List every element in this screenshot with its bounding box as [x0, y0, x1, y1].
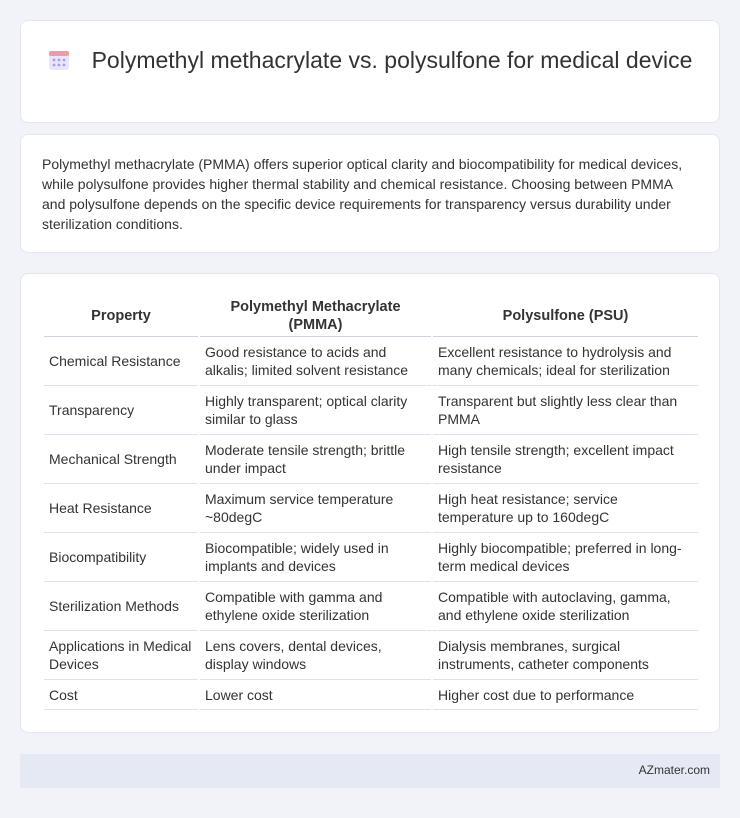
table-row [44, 680, 698, 710]
table-row [44, 337, 698, 386]
footer-bar [20, 754, 720, 788]
psu-cell: Transparent but slightly less clear than PMMA [433, 386, 698, 435]
pmma-cell: Highly transparent; optical clarity similar to glass [200, 386, 431, 435]
property-cell: Sterilization Methods [44, 582, 198, 631]
page-title [21, 45, 719, 75]
property-cell: Cost [44, 680, 198, 710]
pmma-cell: Moderate tensile strength; brittle under impact [200, 435, 431, 484]
property-cell: Chemical Resistance [44, 337, 198, 386]
table-row [44, 533, 698, 582]
psu-cell: Excellent resistance to hydrolysis and many chemicals; ideal for sterilization [433, 337, 698, 386]
footer-site-name: AZmater.com [638, 763, 710, 777]
intro-card [20, 134, 720, 253]
property-cell: Applications in Medical Devices [44, 631, 198, 680]
psu-cell: High tensile strength; excellent impact resistance [433, 435, 698, 484]
property-cell: Transparency [44, 386, 198, 435]
title-card [20, 20, 720, 123]
pmma-cell: Good resistance to acids and alkalis; limited solvent resistance [200, 337, 431, 386]
psu-cell: High heat resistance; service temperature up to 160degC [433, 484, 698, 533]
property-cell: Mechanical Strength [44, 435, 198, 484]
header-pmma: Polymethyl Methacrylate (PMMA) [200, 295, 431, 337]
comparison-table [42, 295, 700, 710]
table-row [44, 582, 698, 631]
pmma-cell: Lower cost [200, 680, 431, 710]
pmma-cell: Biocompatible; widely used in implants and devices [200, 533, 431, 582]
table-row [44, 631, 698, 680]
table-row [44, 386, 698, 435]
pmma-cell: Maximum service temperature ~80degC [200, 484, 431, 533]
psu-cell: Compatible with autoclaving, gamma, and ethylene oxide sterilization [433, 582, 698, 631]
header-psu: Polysulfone (PSU) [433, 295, 698, 337]
property-cell: Heat Resistance [44, 484, 198, 533]
intro-paragraph: Polymethyl methacrylate (PMMA) offers superior optical clarity and biocompatibility for medical devices, while polysulfone provides higher thermal stability and chemical resistance. Choosing between PMMA and polysulfone depends on the specific device requirements for transparency versus durability under sterilization conditions. [42, 156, 683, 232]
page-title-text: Polymethyl methacrylate vs. polysulfone for medical device [91, 47, 693, 73]
table-header-row [44, 295, 698, 337]
psu-cell: Dialysis membranes, surgical instruments, catheter components [433, 631, 698, 680]
table-row [44, 484, 698, 533]
pmma-cell: Lens covers, dental devices, display windows [200, 631, 431, 680]
header-property: Property [44, 295, 198, 337]
psu-cell: Higher cost due to performance [433, 680, 698, 710]
calendar-grid-icon [48, 49, 70, 71]
pmma-cell: Compatible with gamma and ethylene oxide sterilization [200, 582, 431, 631]
psu-cell: Highly biocompatible; preferred in long-term medical devices [433, 533, 698, 582]
table-row [44, 435, 698, 484]
property-cell: Biocompatibility [44, 533, 198, 582]
comparison-card [20, 273, 720, 733]
